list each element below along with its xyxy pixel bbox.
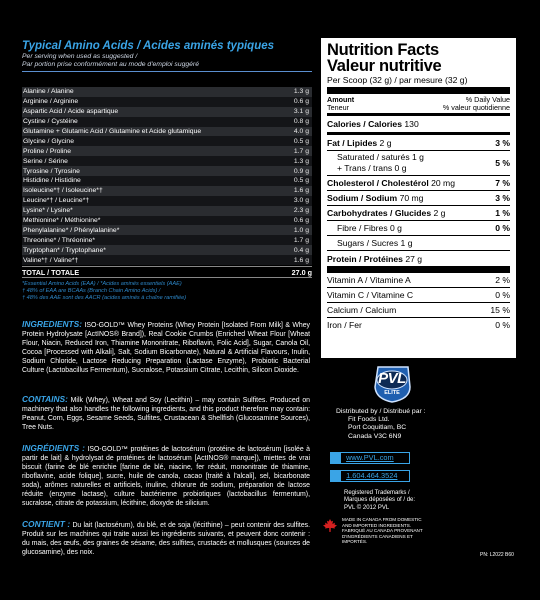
amino-name: Glutamine + Glutamic Acid / Glutamine et Acide glutamique	[23, 128, 202, 135]
contains-en	[22, 395, 310, 432]
nf-fat-dv: 3 %	[495, 137, 510, 148]
dist-line-1: Distributed by / Distribué par :	[336, 408, 426, 415]
tm-line-1: Registered Trademarks /	[344, 490, 410, 496]
nf-dv-en: % Daily Value	[465, 95, 510, 104]
amino-value: 4.0 g	[293, 128, 309, 135]
maple-leaf-icon	[323, 519, 337, 532]
amino-name: Proline / Proline	[23, 147, 71, 155]
nf-fibre-row	[327, 221, 510, 235]
amino-row	[22, 186, 312, 196]
nf-sodium-dv: 3 %	[495, 193, 510, 203]
nf-sodium-value: 70 mg	[399, 193, 424, 203]
amino-row	[22, 206, 312, 216]
nf-sugars-label: Sugars / Sucres 1 g	[337, 238, 413, 248]
nf-calcium-row	[327, 303, 510, 317]
nf-amount-fr: Teneur	[327, 103, 349, 112]
amino-name: Valine*† / Valine*†	[23, 256, 79, 264]
amino-row	[22, 255, 312, 265]
nf-protein-value: 27 g	[405, 253, 423, 264]
amino-value: 1.7 g	[293, 236, 309, 244]
logo-text: PVL	[378, 370, 406, 387]
amino-row	[22, 87, 312, 97]
nf-carb-dv: 1 %	[495, 208, 510, 218]
nf-sodium-label: Sodium / Sodium	[327, 193, 398, 203]
nf-trans-label: + Trans / trans 0 g	[337, 163, 407, 173]
amino-row	[22, 117, 312, 127]
logo-subtext: ELITE	[384, 390, 400, 396]
nf-calories-row	[327, 116, 510, 132]
arrow-icon	[331, 453, 341, 463]
nf-protein-label: Protein / Protéines	[327, 253, 403, 264]
amino-row	[22, 156, 312, 166]
nf-vita-label: Vitamin A / Vitamine A	[327, 275, 411, 285]
tm-line-3: PVL © 2012 PVL	[344, 504, 390, 511]
amino-footnote-1: *Essential Amino Acids (EAA) / *Acides aminés essentiels (AAE)	[22, 281, 182, 288]
amino-value: 1.7 g	[293, 147, 309, 155]
amino-value: 0.9 g	[293, 167, 309, 175]
nf-fat-row	[327, 135, 510, 150]
nf-protein-row	[327, 251, 510, 266]
amino-name: Tryptophan* / Tryptophane*	[23, 246, 106, 254]
amino-row	[22, 225, 312, 235]
amino-row	[22, 107, 312, 117]
nf-chol-label: Cholesterol / Cholestérol	[327, 178, 429, 188]
contains-en-text: Milk (Whey), Wheat and Soy (Lecithin) – may contain Sulfites. Produced on machinery that also handles the following ingredients, and this product therefore may contain: Peanut, Corn, Eggs, Sesame Seeds, Sulfites, Crustacean & Shellfish (Glucosamine Sources), Tree Nuts.	[22, 397, 310, 431]
nf-header-row	[327, 96, 510, 112]
nf-sat-dv: 5 %	[495, 158, 510, 168]
nf-sat-label: Saturated / saturés 1 g	[337, 152, 424, 162]
amino-value: 0.5 g	[293, 137, 309, 145]
amino-name: Threonine* / Thréonine*	[23, 236, 96, 244]
contains-en-label: CONTAINS:	[22, 394, 68, 404]
ingredients-en-label: INGREDIENTS:	[22, 319, 83, 329]
nf-calc-dv: 15 %	[490, 305, 510, 315]
amino-name: Lysine* / Lysine*	[23, 207, 73, 215]
amino-name: Aspartic Acid / Acide aspartique	[23, 108, 119, 116]
nf-cholesterol-row	[327, 176, 510, 190]
amino-value: 3.1 g	[293, 108, 309, 116]
nf-fibre-dv: 0 %	[495, 223, 510, 233]
amino-total-label: TOTAL / TOTALE	[22, 267, 80, 277]
amino-row	[22, 136, 312, 146]
amino-column-headers	[22, 77, 312, 87]
nf-carb-row	[327, 206, 510, 220]
distributor-info	[336, 408, 446, 441]
ingredients-fr-text: ISO-GOLD™ protéines de lactosérum (protéine de lactosérum [isolée à partir de lait] & hydrolysat de protéines de lactosérum [ActINOS® marque]), miettes de vrai biscuit (farine de blé enrichie [farine de blé, niacine, fer réduit, mononitrate de thiamine, riboflavine, acide folique], sucre, huile de canola, cacao [traité à l'alcali], sel, bicarbonate soda), arômes naturelles et artificiels, inuline, chlorure de sodium, préparation de lactose réduite (enzyme lactase), culture bactérienne probiotiques (lactobacillus fermentum), sucralose, citrate de potassium, lécithine, dioxyde de silicium.	[22, 446, 310, 507]
ingredients-fr	[22, 444, 310, 508]
made-in-canada	[342, 517, 452, 545]
amino-name: Arginine / Arginine	[23, 98, 79, 106]
nf-title-fr: Valeur nutritive	[327, 57, 442, 75]
amino-table	[22, 87, 312, 265]
nf-vita-dv: 2 %	[495, 275, 510, 285]
dist-line-3: Port Coquitlam, BC	[348, 424, 407, 432]
website-link[interactable]	[330, 452, 410, 464]
nf-fat-value: 2 g	[379, 137, 392, 148]
nf-dv-fr: % valeur quotidienne	[442, 103, 510, 112]
nf-chol-dv: 7 %	[495, 178, 510, 188]
dist-line-4: Canada V3C 6N9	[348, 432, 402, 440]
amino-total-value: 27.0 g	[291, 267, 312, 277]
nf-vitc-dv: 0 %	[495, 290, 510, 300]
amino-value: 0.6 g	[293, 98, 309, 106]
amino-row	[22, 196, 312, 206]
made-line-2: AND IMPORTED INGREDIENTS.	[342, 522, 412, 528]
amino-footnote-2: † 48% of EAA are BCAAs (Branch Chain Amino Acids) /	[22, 288, 161, 295]
amino-row	[22, 245, 312, 255]
dist-line-2: Fit Foods Ltd.	[348, 416, 390, 424]
phone-text: 1.604.464.3524	[346, 471, 398, 480]
amino-subtitle-fr: Par portion prise conformément au mode d'emploi suggéré	[22, 61, 199, 68]
contains-fr-label: CONTIENT :	[22, 519, 71, 529]
ingredients-en	[22, 320, 310, 375]
nf-sugars-row	[327, 236, 510, 250]
amino-value: 0.4 g	[293, 246, 309, 254]
nf-calc-label: Calcium / Calcium	[327, 305, 397, 315]
amino-name: Histidine / Histidine	[23, 177, 81, 185]
amino-subtitle-en: Per serving when used as suggested /	[22, 53, 138, 60]
phone-icon	[331, 471, 341, 481]
nf-chol-value: 20 mg	[431, 178, 455, 188]
amino-divider	[22, 71, 312, 72]
amino-row	[22, 146, 312, 156]
contains-fr	[22, 520, 310, 557]
nf-calories-value: 130	[404, 119, 419, 129]
amino-value: 0.5 g	[293, 177, 309, 185]
nf-divider-thick	[327, 266, 510, 273]
amino-total-row	[22, 266, 312, 278]
trademark-info	[344, 490, 415, 512]
amino-value: 2.3 g	[293, 207, 309, 215]
nf-divider-thick	[327, 87, 510, 94]
amino-value: 1.3 g	[293, 88, 309, 96]
nf-sat-trans-row	[327, 151, 510, 175]
amino-row	[22, 235, 312, 245]
amino-title: Typical Amino Acids / Acides aminés typiques	[22, 40, 275, 52]
ingredients-en-text: ISO-GOLD™ Whey Proteins (Whey Protein [Isolated From Milk] & Whey Protein Hydrolysate [ActINOS® Brand]), Real Cookie Crumbs (Enriched Wheat Flour [Wheat Flour, Niacin, Reduced Iron, Thiamine Mononitrate, Riboflavin, Folic Acid], Sugar, Canola Oil, Cocoa [Processed with Alkali], Salt, Sodium Bicarbonate), Natural & Artificial Flavours, Inulin, Sodium Chloride, Lactose Reducing Preparation (Lactase Enzyme), Probiotic Bacterial Culture (Lactobacillus Fermentum), Sucralose, Potassium Citrate, Lecithin, Silicon Dioxide.	[22, 322, 310, 374]
amino-value: 3.0 g	[293, 197, 309, 205]
amino-value: 1.6 g	[293, 256, 309, 264]
made-line-4: D'INGRÉDIENTS CANADIENS ET	[342, 533, 413, 539]
nf-calories-label: Calories / Calories	[327, 119, 402, 129]
phone-link[interactable]	[330, 470, 410, 482]
nf-title-en: Nutrition Facts	[327, 41, 439, 59]
amino-name: Tyrosine / Tyrosine	[23, 167, 80, 175]
ingredients-fr-label: INGRÉDIENTS :	[22, 443, 85, 453]
nf-sodium-row	[327, 191, 510, 205]
nf-carb-label: Carbohydrates / Glucides	[327, 208, 432, 218]
amino-row	[22, 127, 312, 137]
amino-name: Glycine / Glycine	[23, 137, 74, 145]
tm-line-2: Marques déposées of / de:	[344, 497, 416, 504]
made-line-1: MADE IN CANADA FROM DOMESTIC	[342, 517, 422, 522]
nf-fibre-label: Fibre / Fibres 0 g	[337, 223, 402, 233]
contains-fr-text: Du lait (lactosérum), du blé, et de soja (lécithine) – peut contenir des sulfites. Produit sur les machines qui traite aussi les ingrédients suivants, et peuvent donc contenir : du mais, des œufs, des graines de sésame, des sulfites, crustacés et mollusques (sources de glucosamine), des noix.	[22, 522, 311, 556]
nf-vitc-label: Vitamin C / Vitamine C	[327, 290, 414, 300]
nf-vitc-row	[327, 288, 510, 302]
nf-fat-label: Fat / Lipides	[327, 137, 378, 148]
amino-value: 1.3 g	[293, 157, 309, 165]
part-number: PN: L2022 B60	[480, 552, 514, 558]
amino-name: Serine / Sérine	[23, 157, 68, 165]
amino-row	[22, 216, 312, 226]
amino-name: Isoleucine*† / Isoleucine*†	[23, 187, 103, 195]
amino-row	[22, 166, 312, 176]
pvl-logo	[370, 365, 414, 403]
nf-iron-dv: 0 %	[495, 320, 510, 330]
amino-value: 0.8 g	[293, 118, 309, 126]
made-line-5: IMPORTÉS.	[342, 539, 368, 545]
nf-carb-value: 2 g	[433, 208, 446, 218]
amino-row	[22, 97, 312, 107]
amino-name: Methionine* / Méthionine*	[23, 217, 101, 225]
nf-iron-label: Iron / Fer	[327, 320, 362, 330]
amino-name: Cystine / Cystéine	[23, 118, 78, 126]
nf-vita-row	[327, 273, 510, 287]
made-line-3: FABRIQUÉ AU CANADA PROVENANT	[342, 528, 423, 534]
amino-name: Leucine*† / Leucine*†	[23, 197, 90, 205]
amino-footnotes	[22, 281, 312, 302]
amino-name: Alanine / Alanine	[23, 88, 74, 96]
nf-iron-row	[327, 318, 510, 332]
amino-name: Phenylalanine* / Phénylalanine*	[23, 226, 120, 234]
website-text: www.PVL.com	[346, 453, 394, 462]
amino-value: 1.0 g	[293, 226, 309, 234]
amino-acid-panel	[22, 40, 312, 302]
amino-value: 1.6 g	[293, 187, 309, 195]
nutrition-facts-panel	[321, 38, 516, 358]
amino-value: 0.6 g	[293, 217, 309, 225]
amino-row	[22, 176, 312, 186]
nf-amount-en: Amount	[327, 95, 355, 104]
nf-serving: Per Scoop (32 g) / par mesure (32 g)	[327, 75, 468, 85]
amino-footnote-3: † 48% des AAE sont des AACR (acides aminés à chaîne ramifiée)	[22, 295, 187, 302]
